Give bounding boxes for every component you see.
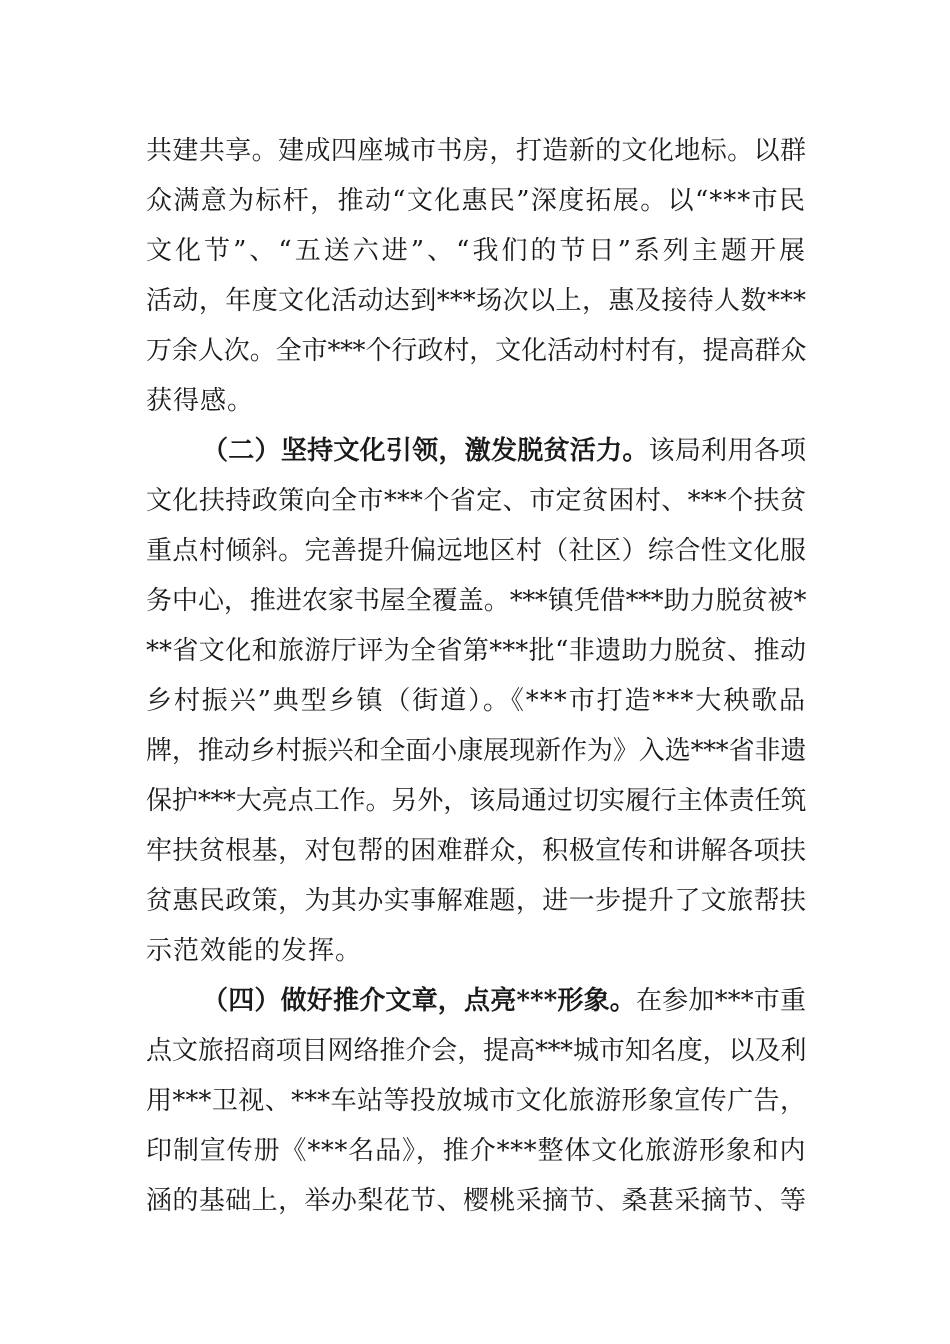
text-line: 印制宣传册《***名品》，推介***整体文化旅游形象和内 <box>146 1136 806 1166</box>
text-line: 活动，年度文化活动达到***场次以上，惠及接待人数*** <box>146 286 806 316</box>
text-line: 涵的基础上，举办梨花节、樱桃采摘节、桑葚采摘节、等 <box>146 1186 806 1216</box>
paragraph-2 <box>146 426 806 976</box>
text-line: **省文化和旅游厅评为全省第***批“非遗助力脱贫、推动 <box>146 636 806 666</box>
text-line: 获得感。 <box>146 386 255 416</box>
text-line: 用***卫视、***车站等投放城市文化旅游形象宣传广告， <box>146 1086 806 1116</box>
heading-continuation: 在参加***市重 <box>635 986 806 1016</box>
document-page <box>146 126 806 1226</box>
heading-continuation: 该局利用各项 <box>648 436 806 466</box>
text-line: 示范效能的发挥。 <box>146 936 363 966</box>
text-line: 文化扶持政策向全市***个省定、市定贫困村、***个扶贫 <box>146 486 806 516</box>
text-line: 重点村倾斜。完善提升偏远地区村（社区）综合性文化服 <box>146 536 806 566</box>
text-line: 共建共享。建成四座城市书房，打造新的文化地标。以群 <box>146 136 806 166</box>
text-line: 务中心，推进农家书屋全覆盖。***镇凭借***助力脱贫被* <box>146 586 806 616</box>
section-heading: （四）做好推介文章，点亮***形象。 <box>202 986 636 1016</box>
text-line: 牌，推动乡村振兴和全面小康展现新作为》入选***省非遗 <box>146 736 806 766</box>
text-line: 贫惠民政策，为其办实事解难题，进一步提升了文旅帮扶 <box>146 886 806 916</box>
text-line: 乡村振兴”典型乡镇（街道）。《***市打造***大秧歌品 <box>146 686 806 716</box>
paragraph-3 <box>146 976 806 1226</box>
text-line: 保护***大亮点工作。另外，该局通过切实履行主体责任筑 <box>146 786 806 816</box>
text-line: 牢扶贫根基，对包帮的困难群众，积极宣传和讲解各项扶 <box>146 836 806 866</box>
section-heading: （二）坚持文化引领，激发脱贫活力。 <box>202 436 649 466</box>
paragraph-first-line <box>146 976 806 1026</box>
text-line: 众满意为标杆，推动“文化惠民”深度拓展。以“***市民 <box>146 186 806 216</box>
text-line: 点文旅招商项目网络推介会，提高***城市知名度，以及利 <box>146 1036 806 1066</box>
text-line: 万余人次。全市***个行政村，文化活动村村有，提高群众 <box>146 336 806 366</box>
text-line: 文化节”、“五送六进”、“我们的节日”系列主题开展 <box>146 236 806 266</box>
paragraph-1 <box>146 126 806 426</box>
paragraph-first-line <box>146 426 806 476</box>
